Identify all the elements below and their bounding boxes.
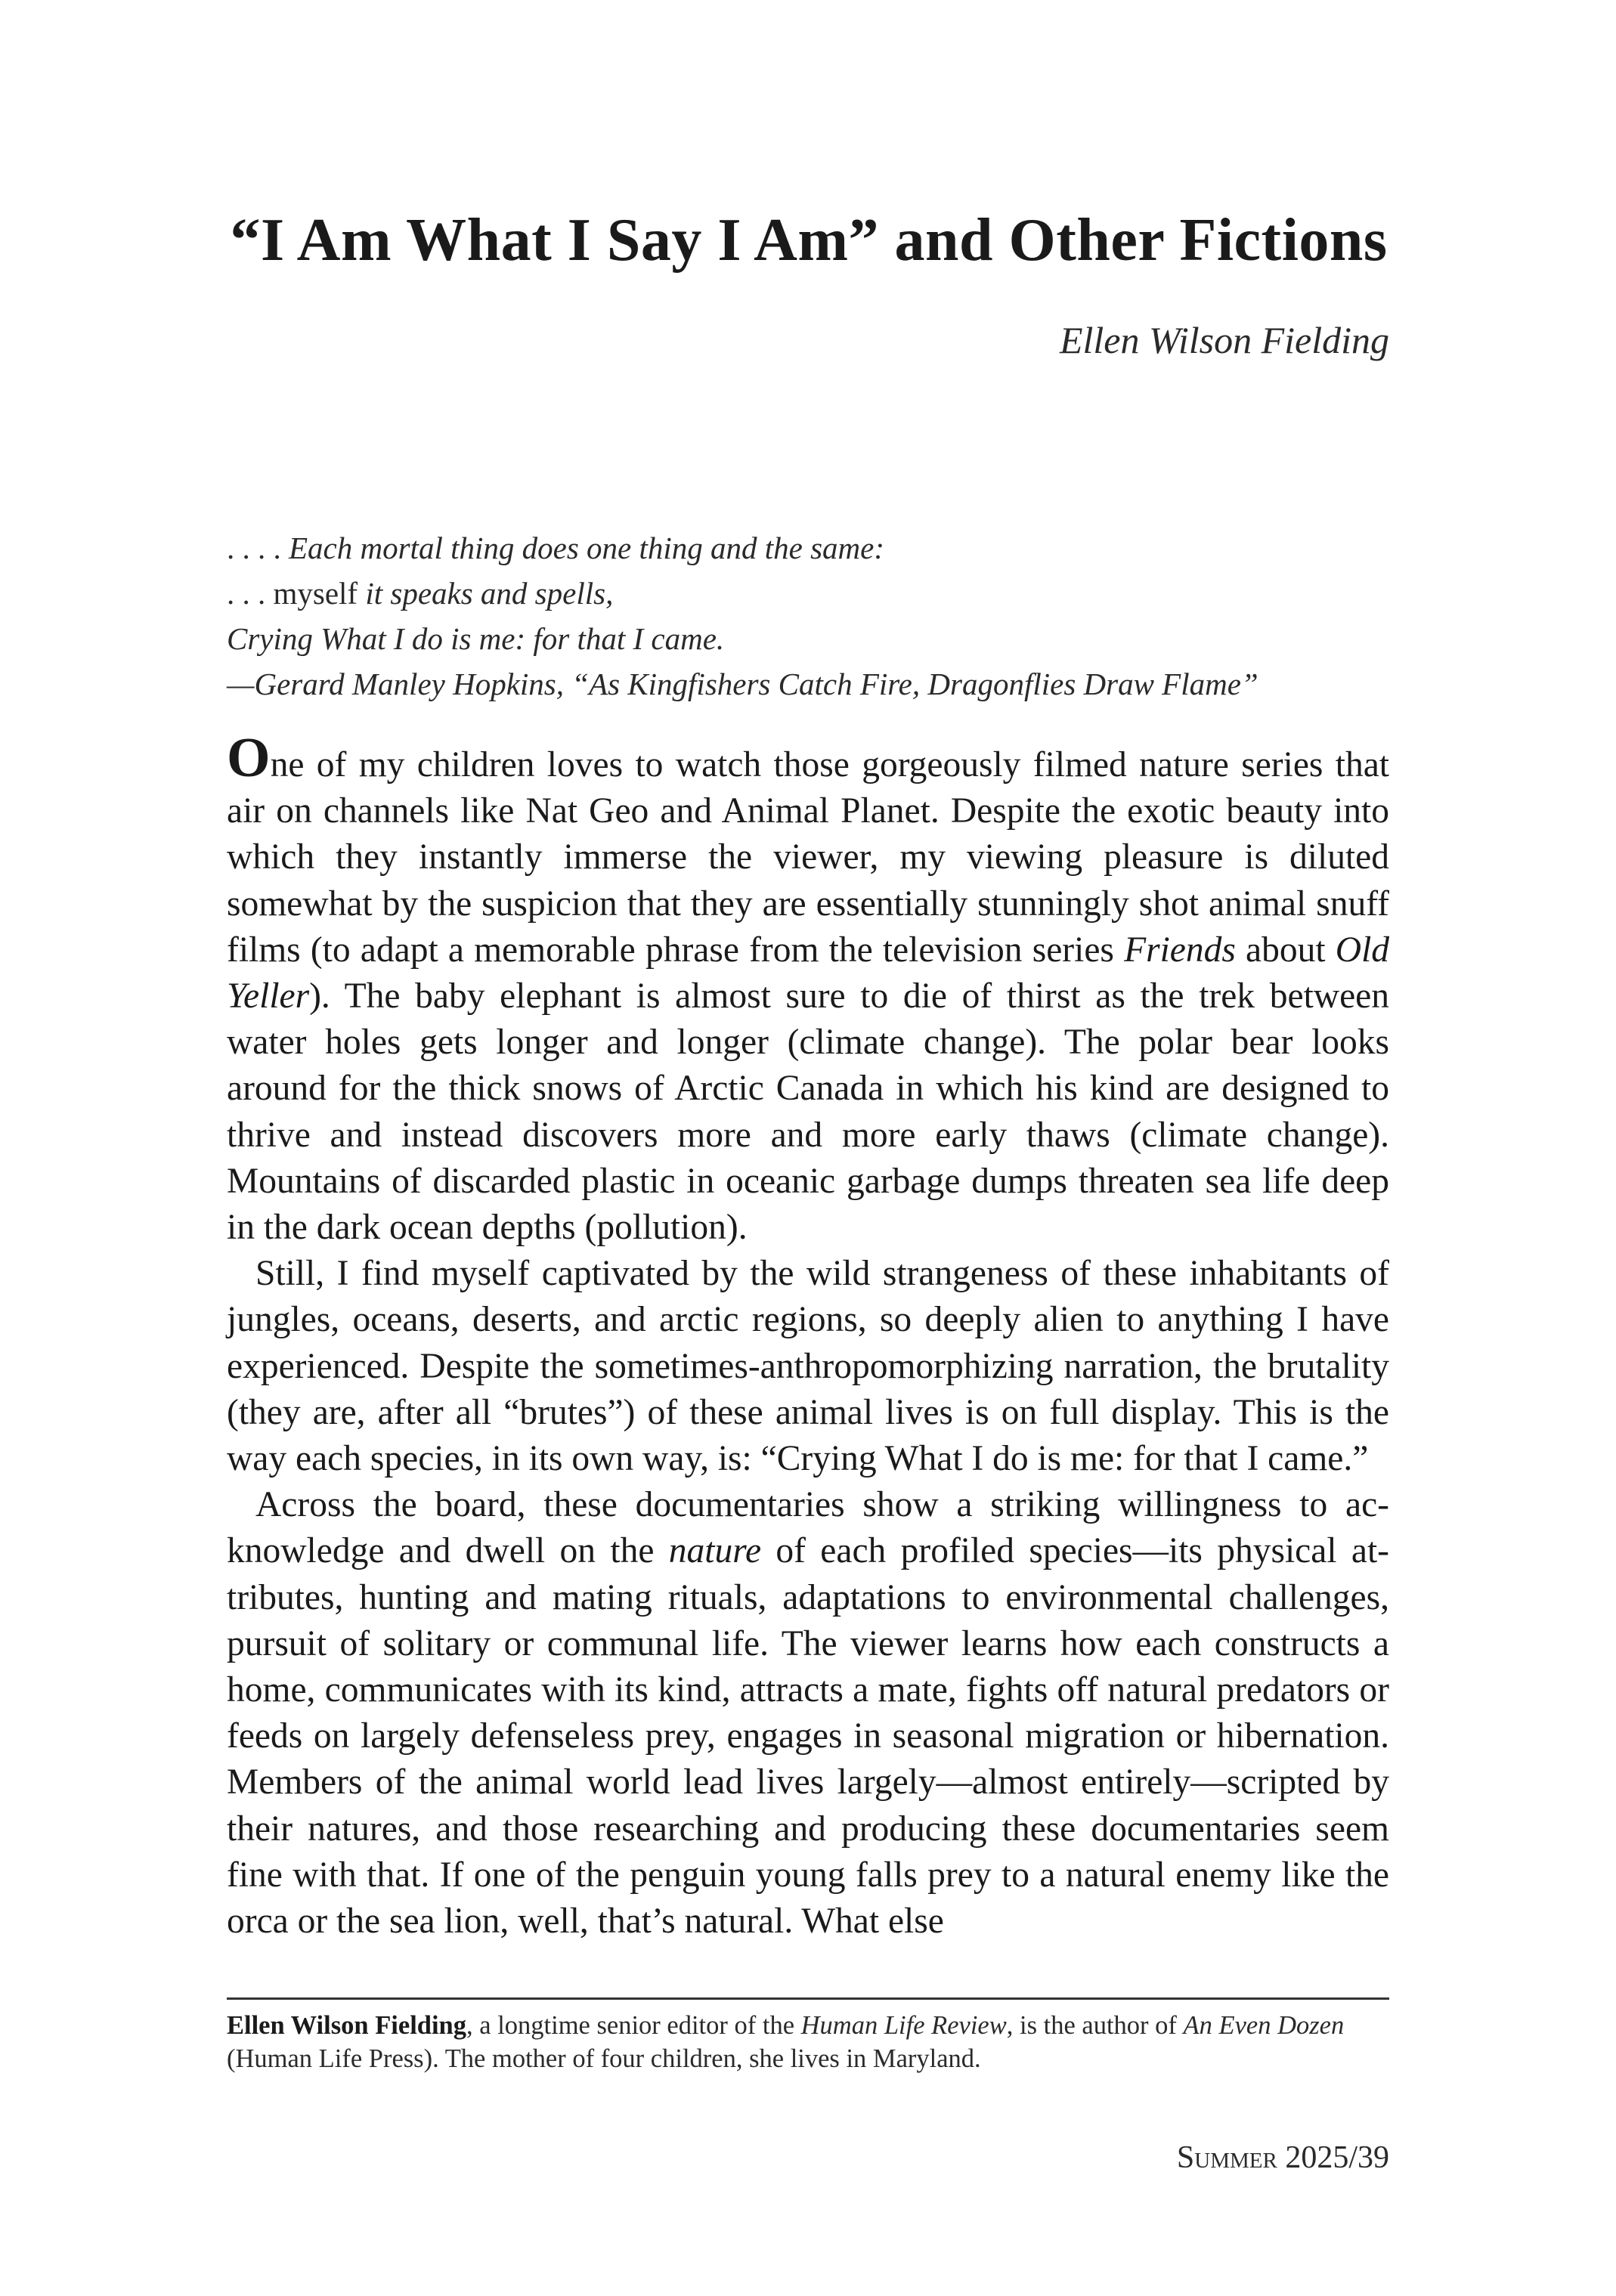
article-author: Ellen Wilson Fielding [1059,319,1389,361]
footnote-text-b: , is the author of [1006,2011,1184,2040]
emphasis-nature: nature [668,1531,762,1571]
title-friends: Friends [1124,930,1236,970]
epigraph-line-2-text: it speaks and spells, [365,576,614,611]
epigraph-line-3 [227,616,1406,661]
drop-cap: O [227,727,271,789]
article-title: “I Am What I Say I Am” and Other Fictions [230,207,1388,274]
paragraph-1-text-c: ). The baby elephant is almost sure to die of thirst as the trek between water holes gets longer and longer (climate change). The polar bear looks around for the thick snows of Arctic Canada in which his kind are designed to thrive and instead discovers more and more early thaws (climate change). Mountains of discarded plastic in oceanic garbage dumps threaten sea life deep in the dark ocean depths (pollution). [227,976,1389,1248]
footnote-journal: Human Life Review [800,2011,1007,2040]
footnote-book: An Even Dozen [1183,2011,1345,2040]
footnote-author-name: Ellen Wilson Fielding [227,2011,466,2040]
epigraph-line-2 [227,571,1406,616]
title-old-yeller: Old Yeller [227,930,1390,1016]
paragraph-2: Still, I find myself captivated by the wild strangeness of these inhabitants of jungles, oceans, deserts, and arctic regions, so deeply alien to anything I have experienced. Despite the sometimes-anthropomorphizing narration, the brutality (they are, after all “brutes”) of these animal lives is on full display. This is the way each species, in its own way, is: “Crying What I do is me: for that I came.” [227,1254,1389,1479]
author-bio-footnote [227,2009,1389,2075]
footnote-text-a: , a longtime senior editor of the [466,2011,801,2040]
paragraph-1-text-b: about [1235,930,1336,970]
paragraph-3-text-b: of each profiled species—its physical attributes, hunting and mating rituals, adaptations to environmental challenges, pursuit of solitary or communal life. The viewer learns how each constructs a home, communicates with its kind, attracts a mate, fights off natural predators or feeds on largely defenseless prey, engages in seasonal migration or hibernation. Members of the animal world lead lives largely—almost entirely—scripted by their natures, and those researching and producing these documentaries seem fine with that. If one of the penguin young falls prey to a natural enemy like the orca or the sea lion, well, that’s natural. What else [227,1531,1389,1942]
paragraph-3-text-a: Across the board, these documentaries show a striking willingness to acknowledge and dwell on the [227,1485,1389,1571]
paragraph-1 [227,727,1390,1251]
page-folio [1177,2139,1389,2177]
folio-season: Summer [1176,2140,1277,2175]
epigraph-line-1-prefix: . . . . [227,531,289,565]
folio-page-number: 2025/39 [1277,2140,1389,2175]
paragraph-3 [227,1482,1389,1945]
epigraph-line-1-text: Each mortal thing does one thing and the same: [289,531,885,565]
paragraph-1-text-a: ne of my children loves to watch those gorgeously filmed nature series that air on channels like Nat Geo and Animal Planet. Despite the exotic beauty into which they instantly immerse the viewer, my viewing pleasure is diluted somewhat by the suspicion that they are essentially stunningly shot animal snuff films (to adapt a memorable phrase from the television series [227,745,1389,970]
epigraph-attribution-text: —Gerard Manley Hopkins, “As Kingfishers Catch Fire, Dragonflies Draw Flame” [227,667,1258,701]
epigraph-line-2-prefix: . . . myself [227,576,366,611]
epigraph-line-1 [227,525,1406,571]
epigraph [227,525,1406,707]
epigraph-attribution [227,661,1406,707]
article-body [227,727,1390,1945]
footnote-text-c: (Human Life Press). The mother of four children, she lives in Maryland. [227,2044,981,2073]
epigraph-line-3-text: Crying What I do is me: for that I came. [227,621,725,656]
footnote-divider [227,1997,1389,2000]
